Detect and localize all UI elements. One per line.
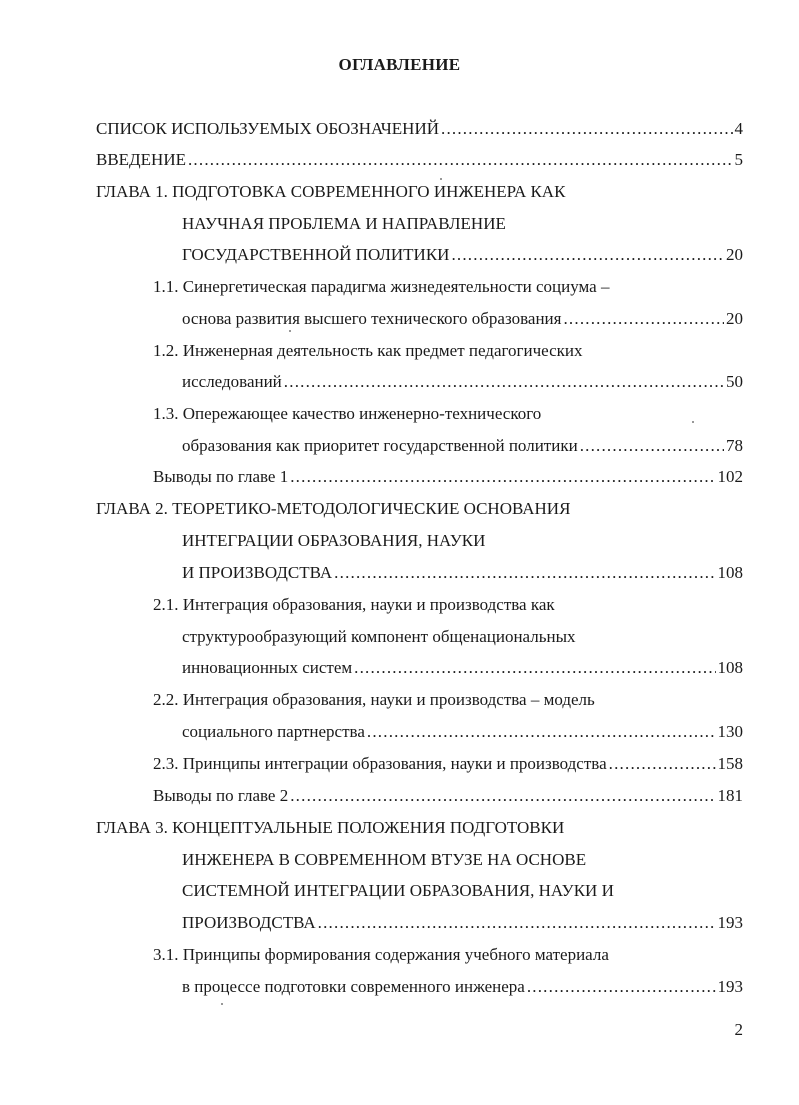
leader-dots (609, 753, 716, 775)
toc-entry-section-3-1-line-1[interactable] (153, 944, 609, 966)
toc-entry-page: 108 (717, 658, 743, 677)
toc-entry-abbreviations[interactable] (96, 118, 743, 140)
toc-entry-page: 20 (726, 245, 743, 264)
toc-entry-page: 78 (726, 436, 743, 455)
toc-entry-text: ВВЕДЕНИЕ (96, 150, 186, 169)
toc-entry-text: Выводы по главе 1 (153, 467, 289, 486)
toc-entry-text: ГЛАВА 1. ПОДГОТОВКА СОВРЕМЕННОГО ИНЖЕНЕРА КАК (96, 182, 566, 201)
toc-entry-text: инновационных систем (182, 658, 353, 677)
toc-entry-text: ИНЖЕНЕРА В СОВРЕМЕННОМ ВТУЗЕ НА ОСНОВЕ (182, 850, 587, 869)
leader-dots (318, 912, 716, 934)
leader-dots (334, 562, 715, 584)
toc-entry-text: 2.1. Интеграция образования, науки и производства как (153, 595, 555, 614)
leader-dots (290, 466, 715, 488)
toc-entry-page: 20 (726, 309, 743, 328)
toc-entry-text: 2.2. Интеграция образования, науки и производства – модель (153, 690, 595, 709)
leader-dots (367, 721, 716, 743)
toc-entry-page: 130 (717, 722, 743, 741)
toc-entry-text: НАУЧНАЯ ПРОБЛЕМА И НАПРАВЛЕНИЕ (182, 214, 506, 233)
toc-entry-chapter-2-line-2[interactable] (182, 530, 485, 552)
toc-entry-chapter-3-line-2[interactable] (182, 849, 586, 871)
toc-entry-conclusions-2[interactable] (153, 785, 743, 807)
toc-entry-section-2-2-line-2[interactable] (182, 721, 743, 743)
toc-entry-text: 1.2. Инженерная деятельность как предмет педагогических (153, 341, 583, 360)
leader-dots (354, 657, 715, 679)
toc-entry-page: 108 (717, 563, 743, 582)
toc-entry-text: образования как приоритет государственной политики (182, 436, 578, 455)
leader-dots (563, 308, 724, 330)
toc-entry-text: в процессе подготовки современного инженера (182, 977, 525, 996)
toc-entry-page: 4 (734, 119, 743, 138)
toc-entry-page: 158 (717, 754, 743, 773)
toc-entry-section-2-3[interactable] (153, 753, 743, 775)
toc-entry-page: 5 (734, 150, 743, 169)
toc-entry-page: 102 (717, 467, 743, 486)
toc-entry-text: 3.1. Принципы формирования содержания учебного материала (153, 945, 609, 964)
toc-entry-text: ГЛАВА 3. КОНЦЕПТУАЛЬНЫЕ ПОЛОЖЕНИЯ ПОДГОТОВКИ (96, 818, 565, 837)
toc-heading: ОГЛАВЛЕНИЕ (338, 55, 461, 74)
toc-entry-section-2-2-line-1[interactable] (153, 689, 595, 711)
toc-entry-page: 193 (717, 977, 743, 996)
toc-entry-chapter-1-line-2[interactable] (182, 213, 506, 235)
toc-entry-section-2-1-line-1[interactable] (153, 594, 555, 616)
scan-speck (692, 421, 694, 423)
scan-speck (221, 1003, 223, 1005)
toc-entry-section-1-1-line-1[interactable] (153, 276, 609, 298)
toc-entry-text: ГЛАВА 2. ТЕОРЕТИКО-МЕТОДОЛОГИЧЕСКИЕ ОСНОВАНИЯ (96, 499, 571, 518)
leader-dots (284, 371, 724, 393)
toc-entry-chapter-2-line-3[interactable] (182, 562, 743, 584)
footer-page-number: 2 (734, 1020, 743, 1039)
toc-entry-page: 50 (726, 372, 743, 391)
toc-entry-text: 1.3. Опережающее качество инженерно-технического (153, 404, 542, 423)
toc-entry-section-1-3-line-2[interactable] (182, 435, 743, 457)
toc-entry-section-1-2-line-2[interactable] (182, 371, 743, 393)
toc-entry-text: Выводы по главе 2 (153, 786, 289, 805)
toc-entry-section-1-2-line-1[interactable] (153, 340, 583, 362)
toc-entry-text: 1.1. Синергетическая парадигма жизнедеятельности социума – (153, 277, 610, 296)
toc-entry-chapter-1-line-3[interactable] (182, 244, 743, 266)
toc-entry-text: 2.3. Принципы интеграции образования, науки и производства (153, 754, 607, 773)
toc-entry-section-3-1-line-2[interactable] (182, 976, 743, 998)
toc-entry-text: основа развития высшего технического образования (182, 309, 562, 328)
toc-entry-text: СИСТЕМНОЙ ИНТЕГРАЦИИ ОБРАЗОВАНИЯ, НАУКИ И (182, 881, 614, 900)
toc-entry-chapter-3-line-3[interactable] (182, 880, 614, 902)
toc-entry-section-1-1-line-2[interactable] (182, 308, 743, 330)
leader-dots (527, 976, 716, 998)
scan-speck (289, 330, 291, 332)
scan-speck (440, 178, 442, 180)
toc-entry-text: социального партнерства (182, 722, 365, 741)
leader-dots (451, 244, 724, 266)
toc-entry-text: ПРОИЗВОДСТВА (182, 913, 316, 932)
toc-entry-text: ИНТЕГРАЦИИ ОБРАЗОВАНИЯ, НАУКИ (182, 531, 486, 550)
leader-dots (188, 149, 733, 171)
toc-entry-text: СПИСОК ИСПОЛЬЗУЕМЫХ ОБОЗНАЧЕНИЙ (96, 119, 439, 138)
toc-entry-chapter-2-line-1[interactable] (96, 498, 570, 520)
leader-dots (441, 118, 733, 140)
toc-entry-page: 193 (717, 913, 743, 932)
leader-dots (290, 785, 715, 807)
toc-entry-section-1-3-line-1[interactable] (153, 403, 541, 425)
leader-dots (580, 435, 724, 457)
toc-entry-section-2-1-line-2[interactable] (182, 626, 576, 648)
toc-entry-conclusions-1[interactable] (153, 466, 743, 488)
toc-entry-chapter-3-line-4[interactable] (182, 912, 743, 934)
toc-entry-text: ГОСУДАРСТВЕННОЙ ПОЛИТИКИ (182, 245, 450, 264)
toc-entry-text: исследований (182, 372, 282, 391)
toc-entry-chapter-3-line-1[interactable] (96, 817, 564, 839)
toc-entry-introduction[interactable] (96, 149, 743, 171)
toc-entry-section-2-1-line-3[interactable] (182, 657, 743, 679)
toc-entry-text: структурообразующий компонент общенациональных (182, 627, 576, 646)
toc-entry-text: И ПРОИЗВОДСТВА (182, 563, 333, 582)
toc-entry-chapter-1-line-1[interactable] (96, 181, 565, 203)
toc-entry-page: 181 (717, 786, 743, 805)
